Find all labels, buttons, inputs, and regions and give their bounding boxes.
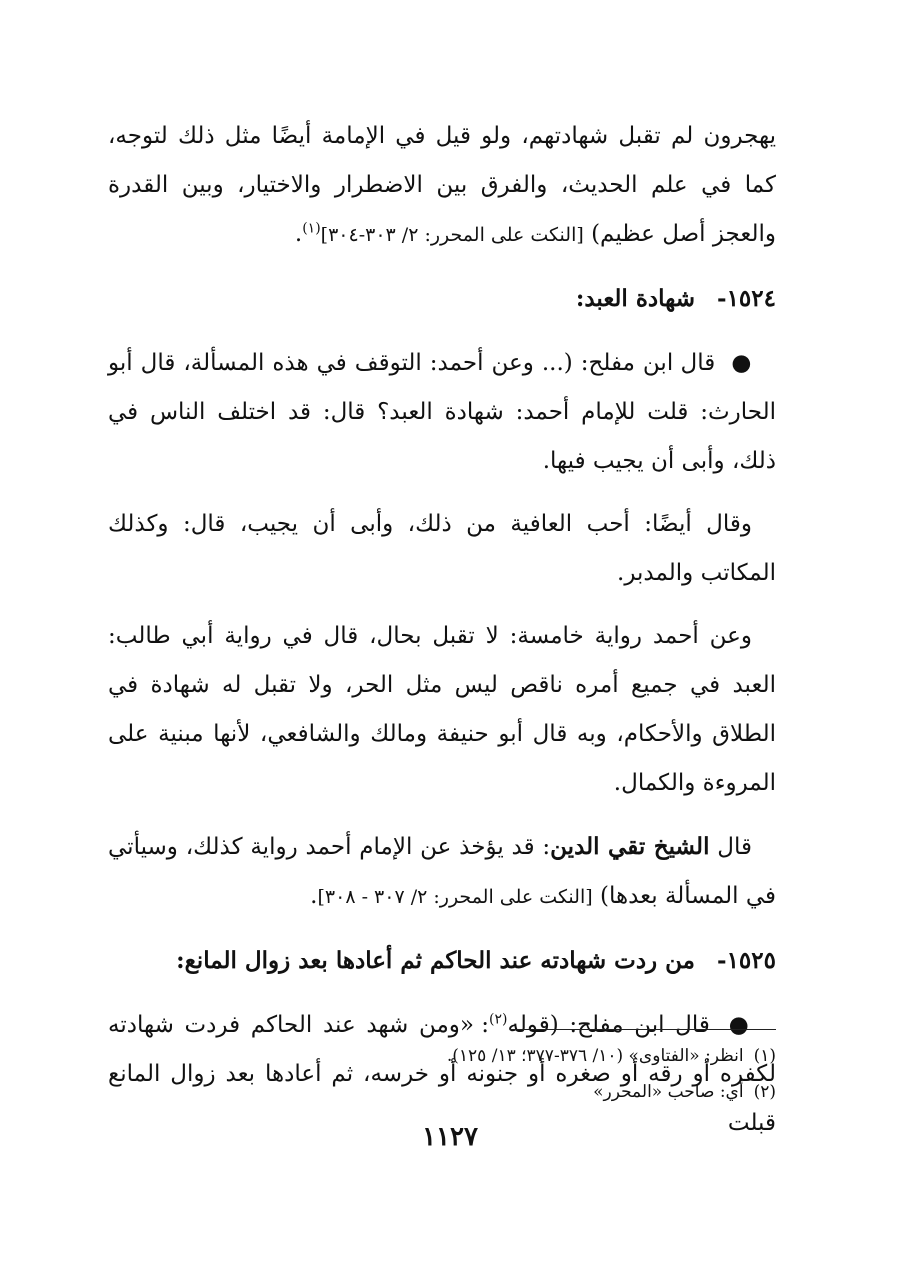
footnote-ref-1[interactable]: (١) xyxy=(302,220,321,237)
footnote-item xyxy=(108,1038,776,1074)
footnote-number: (٢) xyxy=(753,1082,776,1102)
section-number: ١٥٢٥- xyxy=(717,947,776,974)
footnote-divider xyxy=(510,1029,776,1030)
paragraph-ibn-muflih xyxy=(108,339,776,486)
paragraph-text: وعن أحمد رواية خامسة: لا تقبل بحال، قال في رواية أبي طالب: العبد في جميع أمره ناقص ليس مثل الحر، ولا تقبل له شهادة في الطلاق والأحكام، وبه قال أبو حنيفة ومالك والشافعي، لأنها مبنية على المروءة والكمال. xyxy=(108,623,776,796)
page-number: ١١٢٧ xyxy=(422,1122,478,1152)
bullet-icon: ● xyxy=(731,350,752,376)
section-number: ١٥٢٤- xyxy=(717,285,776,312)
paragraph-fifth-narration xyxy=(108,612,776,808)
citation: [النكت على المحرر: ٢/ ٣٠٧ - ٣٠٨] xyxy=(317,886,593,908)
section-title: من ردت شهادته عند الحاكم ثم أعادها بعد زوال المانع: xyxy=(176,947,696,974)
section-title: شهادة العبد: xyxy=(575,285,696,312)
sheikh-name: الشيخ تقي الدين xyxy=(550,833,710,860)
citation: [النكت على المحرر: ٢/ ٣٠٣-٣٠٤] xyxy=(320,224,584,246)
paragraph-lead: قال xyxy=(717,834,752,860)
page-body xyxy=(108,112,776,1162)
paragraph-text: : «ومن شهد عند الحاكم فردت شهادته لكفره أو رقه أو صغره أو جنونه أو خرسه، ثم أعادها بعد زوال المانع قبلت xyxy=(108,1012,776,1136)
paragraph-text: قال ابن مفلح: (... وعن أحمد: التوقف في هذه المسألة، قال أبو الحارث: قلت للإمام أحمد: شهادة العبد؟ قال: قد اختلف الناس في ذلك، وأبى أن يجيب فيها. xyxy=(108,350,776,474)
period: . xyxy=(294,221,303,247)
section-heading-1525 xyxy=(108,936,776,985)
footnote-number: (١) xyxy=(753,1046,776,1066)
footnote-text: انظر: «الفتاوى» (١٠/ ٣٧٦-٣٧٧؛ ١٣/ ١٢٥). xyxy=(446,1046,744,1066)
bullet-icon: ● xyxy=(728,1012,752,1038)
paragraph-sheikh xyxy=(108,822,776,922)
paragraph-text: : قد يؤخذ عن الإمام أحمد رواية كذلك، وسيأتي في المسألة بعدها) xyxy=(108,834,776,909)
footnote-ref-2[interactable]: (٢) xyxy=(489,1011,508,1028)
paragraph-text: يهجرون لم تقبل شهادتهم، ولو قيل في الإمامة أيضًا مثل ذلك لتوجه، كما في علم الحديث، والفرق بين الاضطرار والاختيار، وبين القدرة والعجز أصل عظيم) xyxy=(108,123,776,247)
period: . xyxy=(310,883,318,909)
paragraph-continuation xyxy=(108,112,776,260)
section-heading-1524 xyxy=(108,274,776,323)
paragraph-lead: قال ابن مفلح: (قوله xyxy=(507,1012,710,1038)
footnote-item xyxy=(108,1074,776,1110)
footnotes xyxy=(108,1038,776,1110)
paragraph-also-said xyxy=(108,500,776,598)
paragraph-text: وقال أيضًا: أحب العافية من ذلك، وأبى أن يجيب، قال: وكذلك المكاتب والمدبر. xyxy=(108,511,776,586)
footnote-text: أي: صاحب «المحرر» xyxy=(593,1082,744,1102)
